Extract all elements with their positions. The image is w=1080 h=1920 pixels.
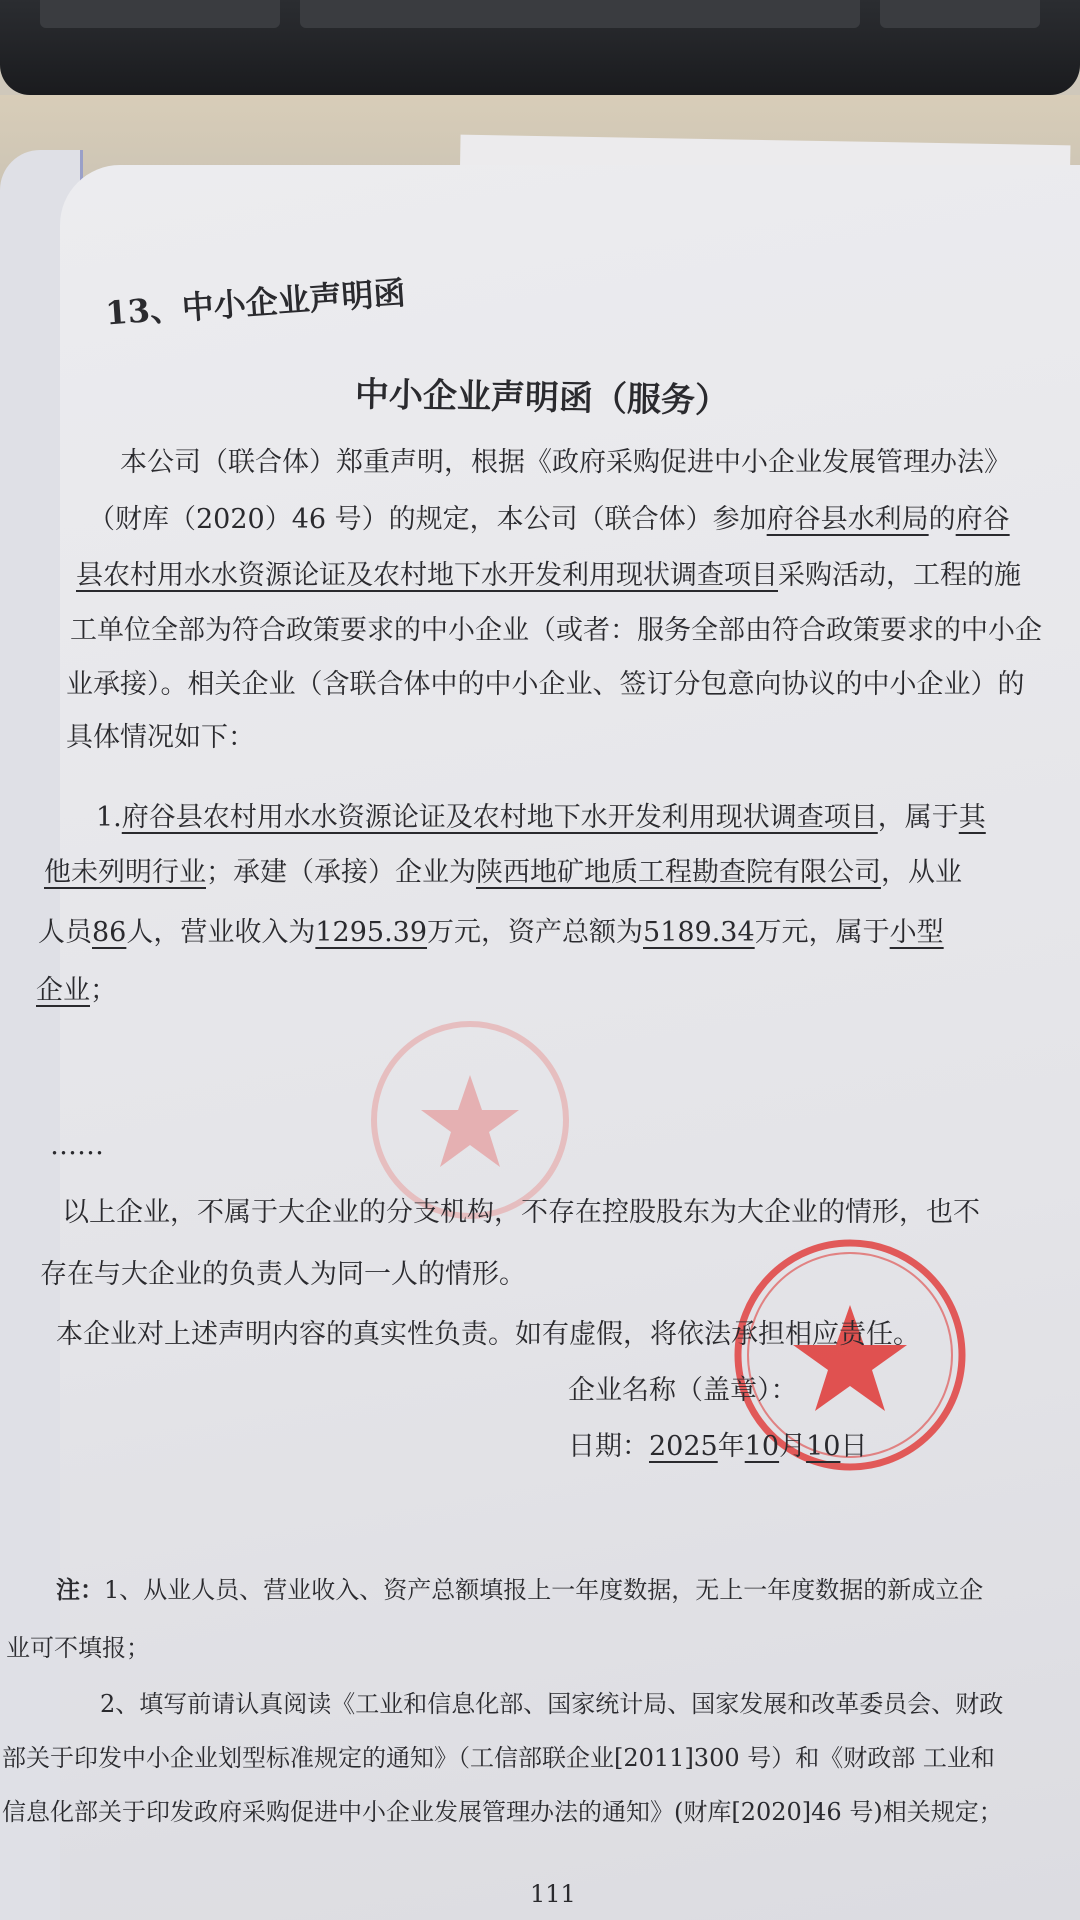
ellipsis: …… <box>50 1130 104 1161</box>
keyboard-key <box>40 0 280 28</box>
revenue-field: 1295.39 <box>315 917 428 948</box>
staff-field: 86 <box>92 917 127 948</box>
note-line: 部关于印发中小企业划型标准规定的通知》（工信部联企业[2011]300 号）和《财政部 工业和 <box>2 1744 995 1772</box>
contractor-field: 陕西地矿地质工程勘查院有限公司 <box>476 857 881 888</box>
keyboard-key <box>300 0 860 28</box>
date-line: 日期：2025年10月10日 <box>568 1431 868 1462</box>
company-name-label: 企业名称（盖章）： <box>568 1375 798 1406</box>
note-line: 2、填写前请认真阅读《工业和信息化部、国家统计局、国家发展和改革委员会、财政 <box>100 1690 1004 1718</box>
note-line: 信息化部关于印发政府采购促进中小企业发展管理办法的通知》(财库[2020]46 号)相关规定； <box>2 1798 1003 1826</box>
intro-line: 县农村用水水资源论证及农村地下水开发利用现状调查项目采购活动，工程的施 <box>76 560 1021 591</box>
note-line: 注：1、从业人员、营业收入、资产总额填报上一年度数据，无上一年度数据的新成立企 <box>56 1575 984 1604</box>
item-line: 企业； <box>36 975 117 1006</box>
section-heading: 13、中小企业声明函 <box>104 273 407 333</box>
intro-line: （财库（2020）46 号）的规定，本公司（联合体）参加府谷县水利局的府谷 <box>88 504 1010 535</box>
page-title: 中小企业声明函（服务） <box>354 374 730 422</box>
statement-line: 以上企业，不属于大企业的分支机构，不存在控股股东为大企业的情形，也不 <box>62 1197 980 1228</box>
intro-line: 具体情况如下： <box>66 722 255 753</box>
statement-line: 本企业对上述声明内容的真实性负责。如有虚假，将依法承担相应责任。 <box>56 1319 920 1350</box>
page-number: 111 <box>530 1880 576 1908</box>
item-line: 人员86人，营业收入为1295.39万元，资产总额为5189.34万元，属于小型 <box>38 917 944 948</box>
item-line: 1.府谷县农村用水水资源论证及农村地下水开发利用现状调查项目，属于其 <box>96 802 986 833</box>
intro-line: 本公司（联合体）郑重声明，根据《政府采购促进中小企业发展管理办法》 <box>120 447 1011 478</box>
statement-line: 存在与大企业的负责人为同一人的情形。 <box>40 1259 526 1290</box>
keyboard-key <box>880 0 1040 28</box>
intro-line: 业承接）。相关企业（含联合体中的中小企业、签订分包意向协议的中小企业）的 <box>66 669 1025 700</box>
project-field: 县农村用水水资源论证及农村地下水开发利用现状调查项目 <box>76 560 778 591</box>
intro-line: 工单位全部为符合政策要求的中小企业（或者：服务全部由符合政策要求的中小企 <box>70 615 1042 646</box>
note-line: 业可不填报； <box>6 1634 150 1662</box>
assets-field: 5189.34 <box>643 917 755 948</box>
keyboard <box>0 0 1080 95</box>
item-line: 他未列明行业；承建（承接）企业为陕西地矿地质工程勘查院有限公司，从业 <box>44 857 962 888</box>
purchaser-field: 府谷县水利局 <box>766 504 929 535</box>
